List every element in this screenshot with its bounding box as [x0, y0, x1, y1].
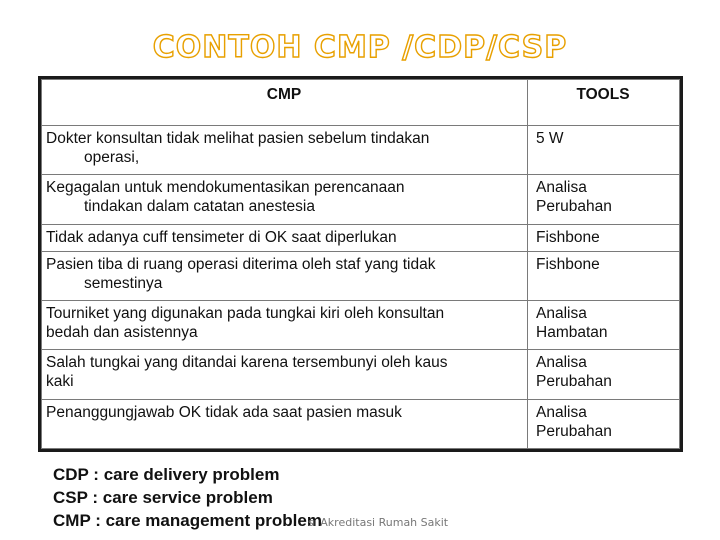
table-row: [42, 224, 680, 251]
tool-cell: Fishbone: [528, 251, 680, 300]
cmp-cell: [42, 300, 528, 349]
tool-cell: Analisa Perubahan: [528, 350, 680, 399]
cmp-cell: [42, 251, 528, 300]
tool-cell: 5 W: [528, 126, 680, 175]
header-cmp: CMP: [42, 80, 528, 126]
table-row: [42, 350, 680, 399]
table-row: [42, 300, 680, 349]
cmp-text: Pasien tiba di ruang operasi diterima oleh staf yang tidak: [46, 255, 436, 273]
cmp-text: Dokter konsultan tidak melihat pasien sebelum tindakan: [46, 130, 430, 147]
legend-item-cdp: CDP : care delivery problem: [53, 465, 280, 484]
abbreviation-legend: [53, 463, 322, 532]
header-tools: TOOLS: [528, 80, 680, 126]
cmp-text-continued: operasi,: [84, 149, 140, 166]
problem-table: [41, 79, 680, 449]
tool-cell: Fishbone: [528, 224, 680, 251]
problem-table-frame: [38, 76, 683, 452]
cmp-cell: [42, 399, 528, 448]
cmp-text: Tidak adanya cuff tensimeter di OK saat diperlukan: [46, 228, 397, 246]
cmp-text-continued: semestinya: [84, 274, 163, 292]
cmp-cell: [42, 350, 528, 399]
table-header-row: [42, 80, 680, 126]
table-row: [42, 175, 680, 224]
tool-cell: Analisa Perubahan: [528, 175, 680, 224]
cmp-text: Salah tungkai yang ditandai karena tersembunyi oleh kaus: [46, 354, 448, 372]
cmp-text-continued: tindakan dalam catatan anestesia: [84, 198, 315, 216]
cmp-text-continued: kaki: [46, 373, 74, 391]
cmp-cell: [42, 126, 528, 175]
legend-item-csp: CSP : care service problem: [53, 488, 273, 507]
slide-title: CONTOH CMP /CDP/CSP: [152, 30, 568, 65]
cmp-cell: [42, 175, 528, 224]
cmp-text: Kegagalan untuk mendokumentasikan perencanaan: [46, 179, 405, 197]
cmp-text: Tourniket yang digunakan pada tungkai kiri oleh konsultan: [46, 304, 445, 322]
table-row: [42, 251, 680, 300]
cmp-text: Penanggungjawab OK tidak ada saat pasien masuk: [46, 403, 402, 421]
tool-cell: Analisa Perubahan: [528, 399, 680, 448]
footer-text: si Akreditasi Rumah Sakit: [308, 516, 449, 529]
cmp-text-continued: bedah dan asistennya: [46, 323, 198, 341]
cmp-cell: [42, 224, 528, 251]
table-row: [42, 126, 680, 175]
table-row: [42, 399, 680, 448]
tool-cell: Analisa Hambatan: [528, 300, 680, 349]
legend-item-cmp: CMP : care management problem: [53, 511, 322, 530]
